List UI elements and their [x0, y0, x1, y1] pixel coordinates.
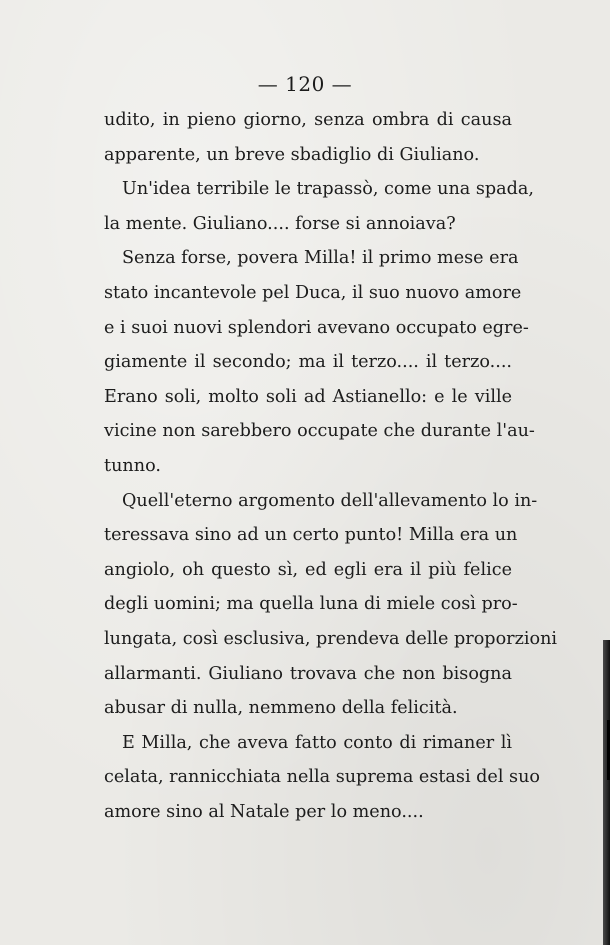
text-line: degli uomini; ma quella luna di miele così pro-	[104, 594, 518, 615]
text-line: la mente. Giuliano.... forse si annoiava?	[104, 213, 456, 234]
page-edge-shadow	[603, 640, 610, 945]
text-line: e i suoi nuovi splendori avevano occupato egre-	[104, 317, 529, 338]
text-line: lungata, così esclusiva, prendeva delle proporzioni	[104, 628, 558, 649]
page-body	[104, 103, 558, 829]
page-number: — 120 —	[257, 72, 353, 96]
text-line: celata, rannicchiata nella suprema estasi del suo	[104, 767, 541, 788]
text-line: teressava sino ad un certo punto! Milla era un	[104, 525, 518, 546]
text-line: angiolo, oh questo sì, ed egli era il più felice	[104, 559, 512, 580]
text-line: tunno.	[104, 455, 161, 476]
text-line: allarmanti. Giuliano trovava che non bisogna	[104, 663, 512, 684]
text-line: Senza forse, povera Milla! il primo mese era	[122, 248, 519, 269]
text-line: Erano soli, molto soli ad Astianello: e le ville	[104, 386, 512, 407]
text-line: giamente il secondo; ma il terzo.... il terzo....	[104, 352, 512, 373]
text-line: E Milla, che aveva fatto conto di rimaner lì	[122, 732, 512, 753]
text-line: abusar di nulla, nemmeno della felicità.	[104, 698, 458, 719]
text-line: vicine non sarebbero occupate che durante l'au-	[104, 421, 535, 442]
text-line: Un'idea terribile le trapassò, come una spada,	[122, 179, 535, 200]
text-line: apparente, un breve sbadiglio di Giuliano.	[104, 144, 480, 165]
text-line: amore sino al Natale per lo meno....	[104, 801, 424, 822]
text-line: Quell'eterno argomento dell'allevamento lo in-	[122, 490, 538, 511]
text-line: udito, in pieno giorno, senza ombra di causa	[104, 110, 512, 130]
text-line: stato incantevole pel Duca, il suo nuovo amore	[104, 282, 522, 303]
